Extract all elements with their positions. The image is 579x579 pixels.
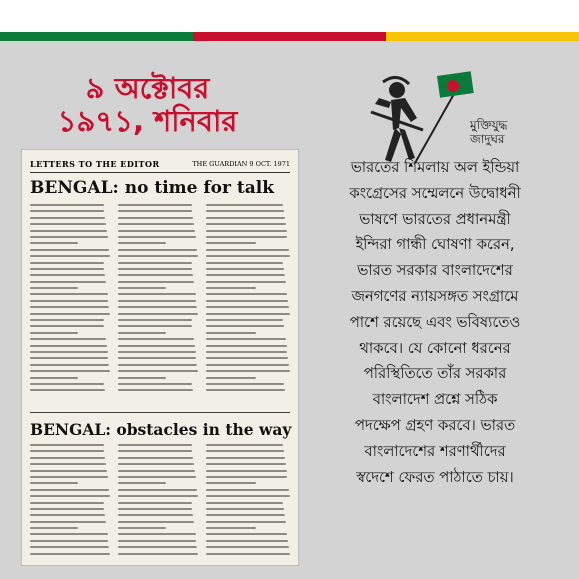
freedom-fighter-flag-icon: [365, 68, 475, 168]
newsprint-line: [118, 210, 192, 212]
newsprint-line: [30, 450, 104, 452]
newsprint-line: [30, 495, 110, 497]
newsprint-line: [118, 287, 166, 289]
newsprint-line: [118, 540, 196, 542]
clipping-header: [30, 156, 290, 173]
newsprint-line: [118, 345, 195, 347]
newsprint-line: [118, 274, 193, 276]
newsprint-line: [206, 527, 256, 529]
newsprint-line: [30, 457, 105, 459]
newsprint-line: [206, 204, 283, 206]
newsprint-line: [118, 230, 195, 232]
newsprint-line: [206, 274, 285, 276]
newsprint-line: [30, 293, 108, 295]
newsprint-line: [206, 508, 284, 510]
newsprint-line: [206, 223, 286, 225]
newsprint-line: [30, 262, 104, 264]
newsprint-line: [30, 377, 78, 379]
newsprint-line: [206, 268, 284, 270]
date-title: [20, 72, 275, 138]
body-line: জনগণের ন্যায়সঙ্গত সংগ্রামে: [351, 287, 519, 305]
body-line: বাংলাদেশ প্রশ্নে সঠিক: [372, 391, 498, 409]
newsprint-line: [30, 217, 105, 219]
yellow-stripe: [386, 32, 579, 41]
newsprint-line: [206, 389, 285, 391]
newsprint-line: [206, 383, 284, 385]
newsprint-line: [30, 476, 108, 478]
newsprint-line: [30, 268, 104, 270]
newsprint-line: [30, 287, 78, 289]
clipping-text-col-5: [118, 444, 198, 559]
newsprint-line: [206, 377, 256, 379]
newsprint-line: [118, 370, 198, 372]
newsprint-line: [118, 300, 196, 302]
newsprint-line: [118, 527, 166, 529]
newsprint-line: [30, 249, 109, 251]
newsprint-line: [118, 553, 198, 555]
newsprint-line: [118, 281, 194, 283]
newsprint-line: [30, 274, 105, 276]
newsprint-line: [30, 306, 109, 308]
body-line: পরিস্থিতিতে তাঁর সরকার: [363, 365, 507, 383]
newsprint-line: [30, 223, 106, 225]
newsprint-line: [118, 457, 193, 459]
newsprint-line: [206, 533, 287, 535]
newsprint-line: [30, 255, 110, 257]
newsprint-line: [30, 204, 104, 206]
newsprint-line: [30, 351, 108, 353]
newsprint-line: [206, 470, 287, 472]
newsprint-line: [118, 249, 197, 251]
newsprint-line: [30, 482, 78, 484]
newsprint-line: [30, 300, 108, 302]
newsprint-line: [206, 319, 283, 321]
newsprint-line: [30, 210, 104, 212]
newsprint-line: [30, 325, 104, 327]
newsprint-line: [30, 502, 104, 504]
newsprint-line: [206, 306, 289, 308]
newsprint-line: [118, 476, 196, 478]
newsprint-line: [118, 351, 196, 353]
body-line: থাকবে। যে কোনো ধরনের: [359, 339, 511, 357]
newsprint-line: [118, 293, 196, 295]
newsprint-line: [30, 514, 105, 516]
clipping-text-col-1: [30, 204, 110, 396]
newsprint-line: [118, 332, 166, 334]
newsprint-line: [30, 242, 78, 244]
clipping-headline-2: BENGAL: obstacles in the way: [30, 420, 292, 439]
newsprint-line: [206, 546, 289, 548]
newsprint-line: [206, 357, 288, 359]
date-line-2: ১৯৭১, শনিবার: [57, 104, 238, 138]
newsprint-line: [206, 236, 287, 238]
newsprint-line: [206, 338, 286, 340]
newsprint-line: [118, 389, 193, 391]
newsprint-line: [206, 444, 283, 446]
newsprint-line: [30, 463, 106, 465]
newsprint-line: [118, 546, 197, 548]
newsprint-line: [206, 242, 256, 244]
body-line: বাংলাদেশের শরণার্থীদের: [364, 442, 506, 460]
newsprint-line: [206, 293, 287, 295]
body-line: ভারতের শিমলায় অল ইন্ডিয়া: [350, 159, 520, 176]
newsprint-line: [206, 300, 288, 302]
newsprint-line: [206, 351, 287, 353]
newsprint-line: [206, 502, 283, 504]
green-stripe: [0, 32, 193, 41]
newsprint-line: [118, 521, 194, 523]
newsprint-line: [118, 482, 166, 484]
newsprint-line: [118, 325, 192, 327]
newsprint-line: [206, 364, 289, 366]
newsprint-line: [30, 370, 110, 372]
newsprint-line: [30, 383, 104, 385]
newspaper-clipping: [22, 150, 298, 565]
newsprint-line: [206, 313, 290, 315]
newsprint-line: [30, 527, 78, 529]
newsprint-line: [206, 210, 284, 212]
newsprint-line: [206, 476, 287, 478]
newsprint-line: [30, 338, 106, 340]
newsprint-line: [206, 553, 290, 555]
newsprint-line: [206, 332, 256, 334]
red-stripe: [193, 32, 386, 41]
newsprint-line: [206, 217, 285, 219]
newsprint-line: [118, 533, 196, 535]
newsprint-line: [206, 287, 256, 289]
newsprint-line: [30, 332, 78, 334]
newsprint-line: [118, 514, 193, 516]
newsprint-line: [118, 383, 192, 385]
newsprint-line: [206, 325, 284, 327]
newsprint-line: [118, 262, 192, 264]
clipping-divider: [30, 412, 290, 413]
body-line: কংগ্রেসের সম্মেলনে উদ্বোধনী: [349, 184, 521, 202]
newsprint-line: [206, 482, 256, 484]
newsprint-line: [206, 249, 289, 251]
newsprint-line: [206, 540, 288, 542]
clipping-headline-1: BENGAL: no time for talk: [30, 178, 275, 198]
newsprint-line: [118, 364, 197, 366]
newsprint-line: [30, 470, 107, 472]
newsprint-line: [30, 546, 109, 548]
newsprint-line: [118, 357, 196, 359]
newsprint-line: [118, 268, 192, 270]
newsprint-line: [206, 521, 286, 523]
newsprint-line: [30, 489, 109, 491]
newsprint-line: [30, 313, 110, 315]
date-line-1: ৯ অক্টোবর: [85, 71, 210, 105]
article-body: [300, 155, 570, 490]
newsprint-line: [30, 553, 110, 555]
newsprint-line: [206, 457, 285, 459]
newsprint-line: [30, 533, 108, 535]
color-stripe: [0, 32, 579, 41]
newsprint-line: [206, 281, 286, 283]
newsprint-line: [206, 262, 283, 264]
newsprint-line: [118, 377, 166, 379]
clipping-text-col-4: [30, 444, 110, 559]
newsprint-line: [30, 364, 109, 366]
clipping-text-col-3: [206, 204, 290, 396]
newsprint-line: [118, 450, 192, 452]
newsprint-line: [30, 281, 106, 283]
newsprint-line: [118, 255, 198, 257]
newsprint-line: [118, 444, 192, 446]
body-line: পাশে রয়েছে এবং ভবিষ্যতেও: [349, 313, 521, 331]
newsprint-line: [118, 236, 196, 238]
newsprint-line: [118, 502, 192, 504]
newsprint-line: [206, 230, 287, 232]
body-line: ভাষণে ভারতের প্রধানমন্ত্রী: [359, 210, 511, 228]
body-line: পদক্ষেপ গ্রহণ করবে। ভারত: [354, 416, 516, 434]
newsprint-line: [118, 495, 198, 497]
newsprint-line: [30, 357, 108, 359]
newsprint-line: [206, 450, 284, 452]
clipping-section-label: LETTERS TO THE EDITOR: [30, 159, 160, 169]
newsprint-line: [118, 489, 197, 491]
museum-logo-text: [470, 118, 550, 146]
newsprint-line: [30, 236, 108, 238]
newsprint-line: [30, 319, 104, 321]
newsprint-line: [206, 255, 290, 257]
clipping-text-col-2: [118, 204, 198, 396]
body-line: স্বদেশে ফেরত পাঠাতে চায়।: [356, 468, 514, 486]
newsprint-line: [206, 463, 286, 465]
newsprint-line: [118, 223, 194, 225]
body-line: ইন্দিরা গান্ধী ঘোষণা করেন,: [355, 236, 515, 254]
newsprint-line: [30, 508, 104, 510]
newsprint-line: [118, 319, 192, 321]
newsprint-line: [30, 345, 107, 347]
newsprint-line: [30, 444, 104, 446]
logo-line-1: মুক্তিযুদ্ধ: [470, 118, 508, 132]
newsprint-line: [206, 495, 290, 497]
top-white-bar: [0, 0, 579, 32]
clipping-text-col-6: [206, 444, 290, 559]
newsprint-line: [206, 489, 289, 491]
newsprint-line: [206, 370, 290, 372]
newsprint-line: [118, 508, 192, 510]
newsprint-line: [206, 514, 285, 516]
newsprint-line: [118, 463, 194, 465]
newsprint-line: [118, 217, 193, 219]
newsprint-line: [30, 230, 107, 232]
newsprint-line: [118, 204, 192, 206]
newsprint-line: [118, 242, 166, 244]
newsprint-line: [206, 345, 287, 347]
clipping-paper-date: THE GUARDIAN 9 OCT. 1971: [192, 160, 290, 168]
newsprint-line: [118, 338, 194, 340]
newsprint-line: [30, 521, 106, 523]
body-line: ভারত সরকার বাংলাদেশের: [357, 262, 513, 280]
newsprint-line: [118, 470, 195, 472]
newsprint-line: [30, 389, 105, 391]
newsprint-line: [118, 306, 197, 308]
newsprint-line: [30, 540, 108, 542]
logo-line-2: জাদুঘর: [470, 132, 505, 146]
newsprint-line: [118, 313, 198, 315]
